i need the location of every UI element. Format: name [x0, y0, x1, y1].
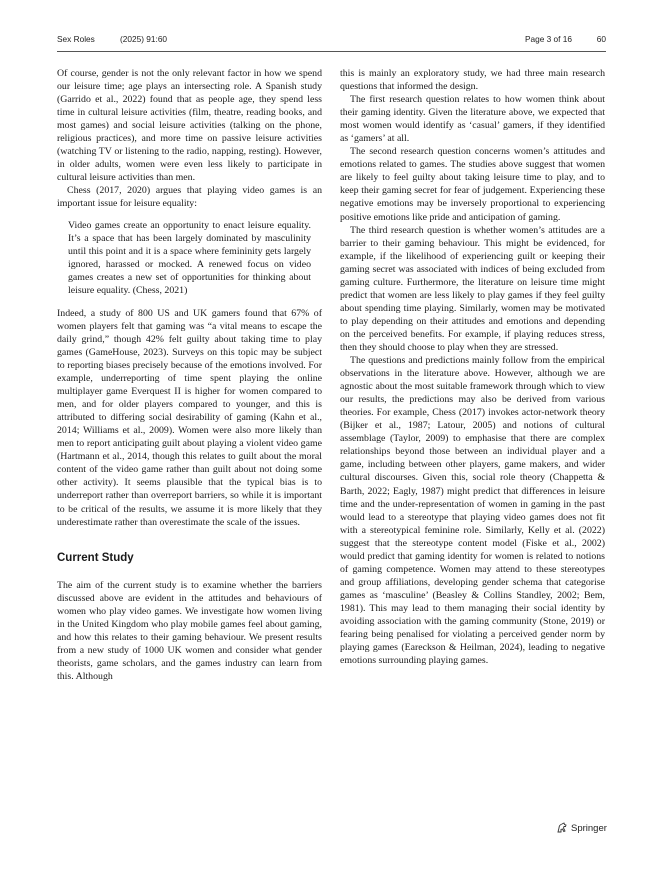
paragraph-study-aim: The aim of the current study is to examine whether the barriers discussed above are evident in the attitudes and behaviours of women who play video games. We investigate how women living in the United Kingdom who play mobile games feel about gaming, and how this relates to their gaming behaviour. We present results from a new study of 1000 UK women and consider what gender theorists, game scholars, and the games industry can learn from this. Although — [57, 579, 322, 682]
springer-horse-icon — [556, 822, 568, 834]
journal-volume: (2025) 91:60 — [120, 34, 168, 44]
publisher-name: Springer — [571, 822, 607, 834]
paragraph-age-leisure: Of course, gender is not the only relevant factor in how we spend our leisure time; age plays an intersecting role. A Spanish study (Garrido et al., 2022) found that as people age, they spend less time in cultural leisure activities (film, theatre, reading books, and most games) and social leisure activities (talking on the phone, religious practices), and more time on passive leisure activities (watching TV or listening to the radio, napping, resting). However, in older adults, women were even less likely to participate in cultural leisure activities than men. — [57, 68, 322, 184]
paragraph-exploratory: this is mainly an exploratory study, we had three main research questions that informed the design. — [340, 68, 605, 93]
left-column — [57, 67, 322, 683]
paragraph-rq3: The third research question is whether women’s attitudes are a barrier to their gaming behaviour. This might be evidenced, for example, if the likelihood of experiencing guilt or keeping their gaming secret was associated with indices of being excluded from gaming culture. Furthermore, the literature on leisure time might predict that women are less likely to play games if they feel guilty about spending time playing. Similarly, women may be motivated to play depending on their attitudes and emotions and depending on the perceived benefits. For example, if playing reduces stress, then they should choose to play when they are stressed. — [340, 224, 605, 353]
right-column — [340, 67, 605, 667]
page-of-label: Page 3 of 16 — [524, 34, 572, 44]
header-rule — [57, 51, 606, 52]
article-number: 60 — [596, 34, 606, 44]
journal-name: Sex Roles — [57, 34, 95, 44]
section-heading-current-study: Current Study — [57, 551, 134, 564]
paragraph-theories: The questions and predictions mainly follow from the empirical observations in the literature above. However, although we are agnostic about the most suitable framework through which to view our results, the predictions may also be derived from various theories. For example, Chess (2017) invokes actor-network theory (Bijker et al., 1987; Latour, 2005) and notions of cultural assemblage (Taylor, 2009) to emphasise that there are complex relationships beyond those between an individual player and a game, including between other players, game makers, and wider cultural discourses. Given this, social role theory (Chappetta & Barth, 2022; Eagly, 1987) might predict that differences in leisure time and the under-representation of women in gaming in the past would lead to a stereotype that playing video games does not fit with a stereotypical feminine role. Similarly, Kelly et al. (2022) suggest that the stereotype content model (Fiske et al., 2002) would predict that gaming identity for women is related to notions of gaming competence. Women may attend to these stereotypes and group affiliations, developing gender schema that categorise games as ‘masculine’ (Beasley & Collins Standley, 2002; Bem, 1981). This may lead to them managing their social identity by avoiding association with the gaming community (Stone, 2019) or fearing being penalised for violating a perceived gender norm by playing games (Eareckson & Heilman, 2024), leading to negative emotions surrounding playing games. — [340, 355, 605, 667]
paragraph-survey-bias: Indeed, a study of 800 US and UK gamers found that 67% of women players felt that gaming was “a vital means to escape the daily grind,” though 42% felt guilty about taking time to play games (GameHouse, 2023). Surveys on this topic may be subject to reporting biases precisely because of the emotions involved. For example, underreporting of time spent playing the online multiplayer game Everquest II is higher for women compared to men, and for older players compared to younger, and this is attributed to differing social desirability of gaming (Kahn et al., 2014; Williams et al., 2009). Women were also more likely than men to report anticipating guilt about playing a violent video game (Hartmann et al., 2014, though this relates to guilt about the moral content of the video game rather than guilt about not doing some other activity). It seems plausible that the typical bias is to underreport rather than overreport barriers, so while it is important to be critical of the results, we assume it is more likely that they underestimate rather than overestimate the scale of the issues. — [57, 307, 322, 528]
block-quote: Video games create an opportunity to enact leisure equality. It’s a space that has been largely dominated by masculinity until this point and it is a space where femininity gets largely ignored, harassed or mocked. A renewed focus on video games creates a new set of opportunities for thinking about leisure equality. (Chess, 2021) — [68, 219, 311, 296]
paragraph-rq2: The second research question concerns women’s attitudes and emotions related to games. The studies above suggest that women are likely to feel guilty about taking leisure time to play, and to keep their gaming secret for fear of judgement. Experiencing these negative emotions may be inversely proportional to experiencing positive emotions like pride and anticipation of gaming. — [340, 146, 605, 223]
running-header — [57, 34, 606, 48]
publisher-footer — [556, 822, 607, 834]
paragraph-rq1: The first research question relates to how women think about their gaming identity. Given the literature above, we expected that most women would identify as ‘casual’ gamers, if they identified as ‘gamers’ at all. — [340, 94, 605, 145]
paragraph-chess-intro: Chess (2017, 2020) argues that playing video games is an important issue for leisure equality: — [57, 185, 322, 210]
